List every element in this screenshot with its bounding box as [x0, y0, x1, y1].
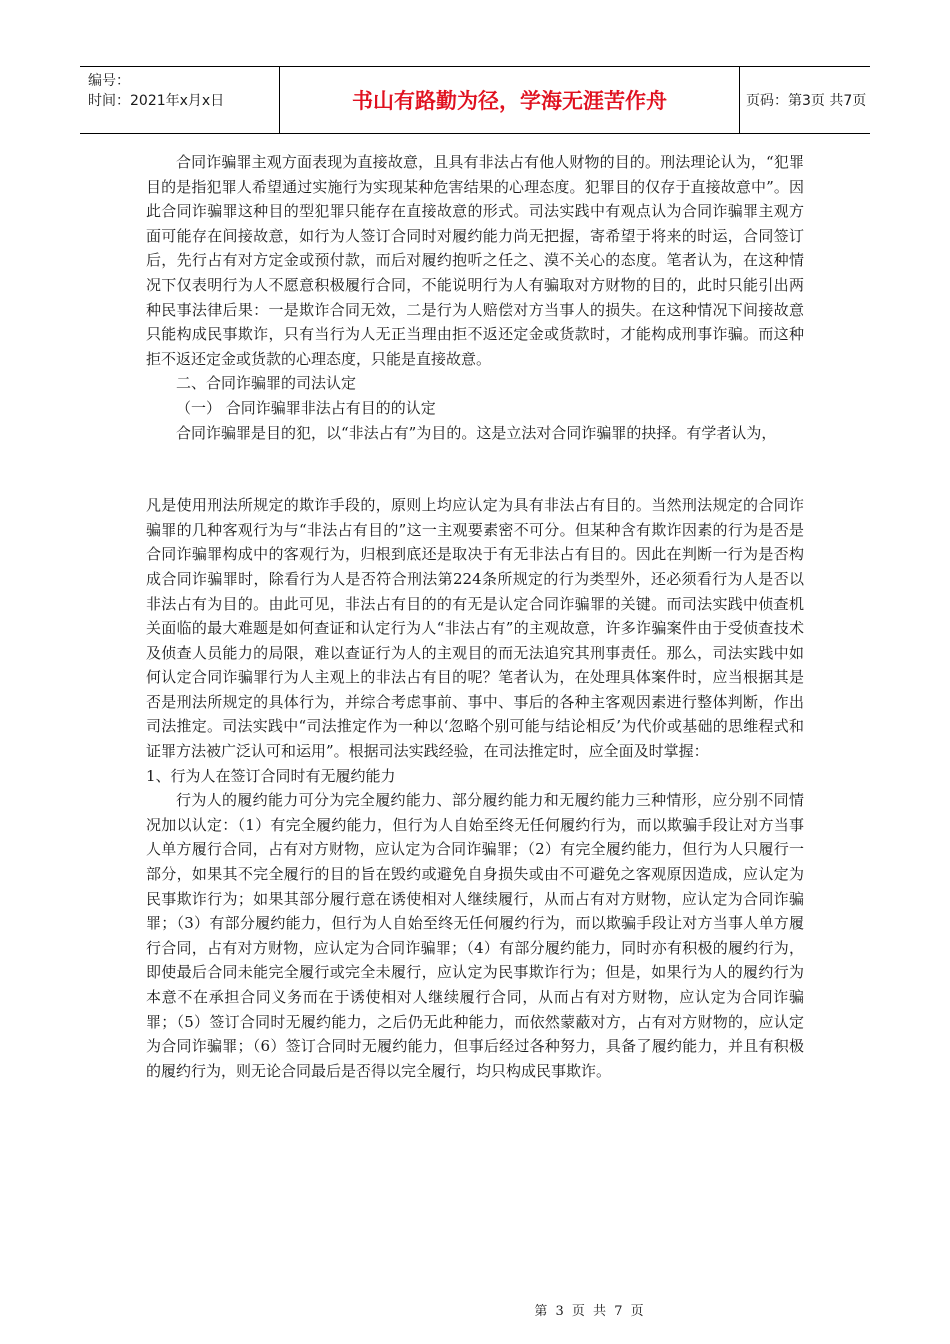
header-meta	[80, 67, 280, 133]
footer-page-number: 第 3 页 共 7 页	[534, 1304, 646, 1319]
list-item-heading: 1、行为人在签订合同时有无履约能力	[146, 766, 396, 785]
page-header	[80, 66, 870, 134]
header-page-info: 页码：第3页 共7页	[746, 93, 867, 109]
document-time-label: 时间：2021年x月x日	[88, 93, 225, 109]
paragraph-gap	[146, 445, 804, 493]
paragraph-2: 合同诈骗罪是目的犯，以“非法占有”为目的。这是立法对合同诈骗罪的抉择。有学者认为，	[176, 423, 777, 442]
subsection-heading: （一） 合同诈骗罪非法占有目的的认定	[176, 398, 436, 417]
paragraph-4: 行为人的履约能力可分为完全履约能力、部分履约能力和无履约能力三种情形，应分别不同情况加以认定：（1）有完全履约能力，但行为人自始至终无任何履约行为，而以欺骗手段让对方当事人单方履行合同，占有对方财物，应认定为合同诈骗罪；（2）有完全履约能力，但行为人只履行一部分，如果其不完全履行的目的旨在毁约或避免自身损失或由不可避免之客观原因造成，应认定为民事欺诈行为；如果其部分履行意在诱使相对人继续履行，从而占有对方财物，应认定为合同诈骗罪；（3）有部分履约能力，但行为人自始至终无任何履约行为，而以欺骗手段让对方当事人单方履行合同，占有对方财物，应认定为合同诈骗罪；（4）有部分履约能力，同时亦有积极的履约行为，即使最后合同未能完全履行或完全未履行，应认定为民事欺诈行为；但是，如果行为人的履约行为本意不在承担合同义务而在于诱使相对人继续履行合同，从而占有对方财物，应认定为合同诈骗罪；（5）签订合同时无履约能力，之后仍无此种能力，而依然蒙蔽对方，占有对方财物的，应认定为合同诈骗罪；（6）签订合同时无履约能力，但事后经过各种努力，具备了履约能力，并且有积极的履约行为，则无论合同最后是否得以完全履行，均只构成民事欺诈。	[146, 791, 804, 1080]
header-motto: 书山有路勤为径，学海无涯苦作舟	[352, 89, 667, 113]
page-footer	[0, 1300, 950, 1319]
document-body	[146, 150, 804, 1083]
section-heading: 二、合同诈骗罪的司法认定	[176, 374, 357, 393]
document-number-label: 编号：	[88, 73, 130, 89]
paragraph-1: 合同诈骗罪主观方面表现为直接故意，且具有非法占有他人财物的目的。刑法理论认为，“犯罪目的是指犯罪人希望通过实施行为实现某种危害结果的心理态度。犯罪目的仅存于直接故意中”。因此合同诈骗罪这种目的型犯罪只能存在直接故意的形式。司法实践中有观点认为合同诈骗罪主观方面可能存在间接故意，如行为人签订合同时对履约能力尚无把握，寄希望于将来的时运，合同签订后，先行占有对方定金或预付款，而后对履约抱听之任之、漠不关心的态度。笔者认为，在这种情况下仅表明行为人不愿意积极履行合同，不能说明行为人有骗取对方财物的目的，此时只能引出两种民事法律后果：一是欺诈合同无效，二是行为人赔偿对方当事人的损失。在这种情况下间接故意只能构成民事欺诈，只有当行为人无正当理由拒不返还定金或货款时，才能构成刑事诈骗。而这种拒不返还定金或货款的心理态度，只能是直接故意。	[146, 153, 804, 368]
header-motto-cell	[280, 67, 740, 133]
paragraph-3: 凡是使用刑法所规定的欺诈手段的，原则上均应认定为具有非法占有目的。当然刑法规定的合同诈骗罪的几种客观行为与“非法占有目的”这一主观要素密不可分。但某种含有欺诈因素的行为是否是合同诈骗罪构成中的客观行为，归根到底还是取决于有无非法占有目的。因此在判断一行为是否构成合同诈骗罪时，除看行为人是否符合刑法第224条所规定的行为类型外，还必须看行为人是否以非法占有为目的。由此可见，非法占有目的的有无是认定合同诈骗罪的关键。而司法实践中侦查机关面临的最大难题是如何查证和认定行为人“非法占有”的主观故意，许多诈骗案件由于受侦查技术及侦查人员能力的局限，难以查证行为人的主观目的而无法追究其刑事责任。那么，司法实践中如何认定合同诈骗罪行为人主观上的非法占有目的呢？笔者认为，在处理具体案件时，应当根据其是否是刑法所规定的具体行为，并综合考虑事前、事中、事后的各种主客观因素进行整体判断，作出司法推定。司法实践中“司法推定作为一种以‘忽略个别可能与结论相反’为代价或基础的思维程式和证罪方法被广泛认可和运用”。根据司法实践经验，在司法推定时，应全面及时掌握：	[146, 496, 804, 761]
